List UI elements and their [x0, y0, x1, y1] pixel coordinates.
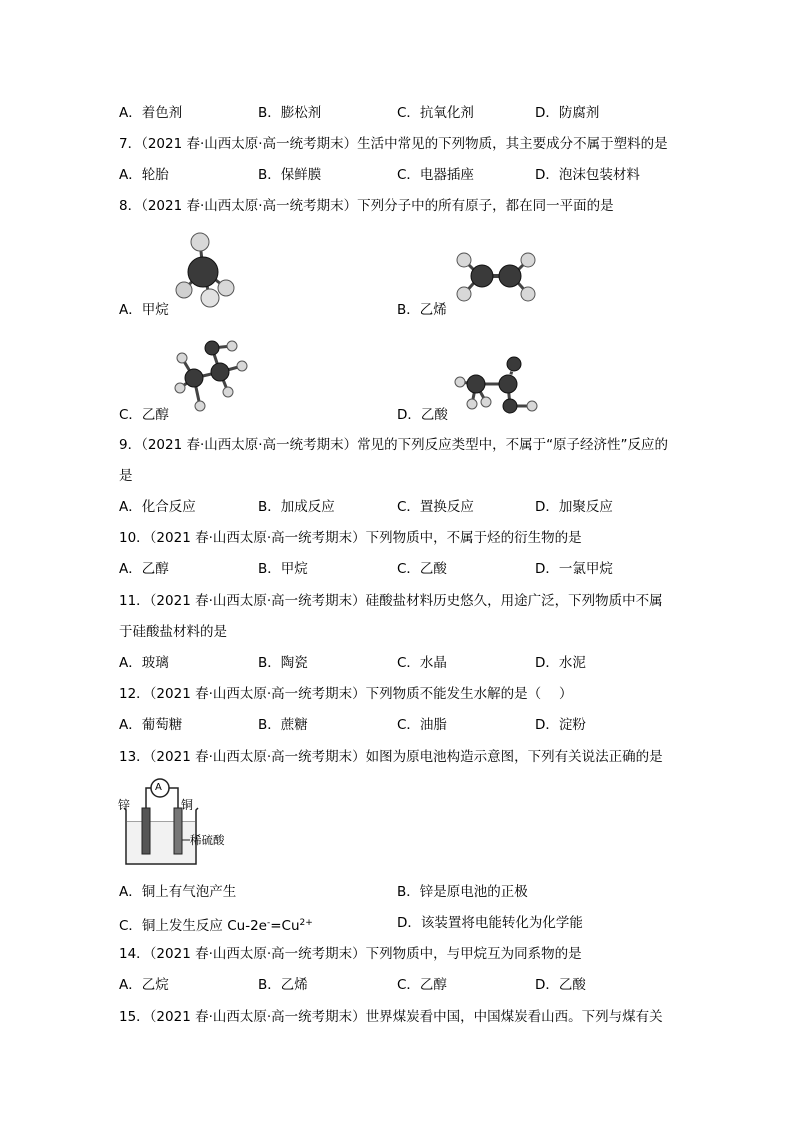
q11-option-d[interactable]: D．水泥	[535, 655, 586, 671]
q12-option-a[interactable]: A．葡萄糖	[119, 717, 183, 733]
q6-option-c[interactable]: C．抗氧化剂	[397, 105, 474, 121]
q14-options	[119, 976, 679, 994]
q12-option-c[interactable]: C．油脂	[397, 717, 447, 733]
q6-option-a[interactable]: A．着色剂	[119, 105, 183, 121]
q9-option-d[interactable]: D．加聚反应	[535, 499, 613, 515]
q6-option-d[interactable]: D．防腐剂	[535, 105, 600, 121]
q8-option-c[interactable]: C．乙醇	[119, 407, 169, 423]
q14-option-d[interactable]: D．乙酸	[535, 977, 586, 993]
q13-option-a[interactable]: A．铜上有气泡产生	[119, 884, 237, 900]
q10-stem: 10．（2021 春·山西太原·高一统考期末）下列物质中，不属于烃的衍生物的是	[119, 530, 582, 546]
q11-stem-line2: 于硅酸盐材料的是	[119, 624, 227, 640]
q6-options	[119, 104, 679, 122]
q7-option-d[interactable]: D．泡沫包装材料	[535, 167, 640, 183]
q13-stem: 13．（2021 春·山西太原·高一统考期末）如图为原电池构造示意图，下列有关说法正确的是	[119, 749, 663, 765]
q7-option-a[interactable]: A．轮胎	[119, 167, 169, 183]
q13-option-c[interactable]	[119, 914, 313, 935]
q12-option-b[interactable]: B．蔗糖	[258, 717, 308, 733]
q9-option-a[interactable]: A．化合反应	[119, 499, 196, 515]
q10-options	[119, 560, 679, 578]
q12-option-d[interactable]: D．淀粉	[535, 717, 586, 733]
ethylene-model-image	[452, 250, 542, 302]
ammeter-label: A	[155, 782, 162, 793]
q8-stem: 8．（2021 春·山西太原·高一统考期末）下列分子中的所有原子，都在同一平面的是	[119, 198, 614, 214]
q11-option-c[interactable]: C．水晶	[397, 655, 447, 671]
acetic-acid-model-image	[452, 354, 544, 416]
q10-option-d[interactable]: D．一氯甲烷	[535, 561, 613, 577]
q9-option-c[interactable]: C．置换反应	[397, 499, 474, 515]
q10-option-c[interactable]: C．乙酸	[397, 561, 447, 577]
ethanol-model-image	[172, 338, 252, 414]
q7-stem: 7．（2021 春·山西太原·高一统考期末）生活中常见的下列物质，其主要成分不属于塑料的是	[119, 136, 668, 152]
galvanic-cell-figure	[118, 778, 238, 870]
q6-option-b[interactable]: B．膨松剂	[258, 105, 322, 121]
q9-stem-line2: 是	[119, 468, 133, 484]
q14-option-a[interactable]: A．乙烷	[119, 977, 169, 993]
figure-solution-label: 稀硫酸	[190, 833, 225, 847]
q8-option-a[interactable]: A．甲烷	[119, 302, 169, 318]
q15-stem: 15．（2021 春·山西太原·高一统考期末）世界煤炭看中国，中国煤炭看山西。下列与煤有关	[119, 1009, 663, 1025]
figure-copper-label: 铜	[181, 798, 194, 812]
q9-options	[119, 498, 679, 516]
q14-stem: 14．（2021 春·山西太原·高一统考期末）下列物质中，与甲烷互为同系物的是	[119, 946, 582, 962]
q11-options	[119, 654, 679, 672]
electron-charge-superscript: -	[266, 918, 271, 928]
q10-option-a[interactable]: A．乙醇	[119, 561, 169, 577]
q8-option-b[interactable]: B．乙烯	[397, 302, 447, 318]
q12-stem: 12．（2021 春·山西太原·高一统考期末）下列物质不能发生水解的是（ ）	[119, 686, 573, 702]
figure-zinc-label: 锌	[118, 798, 131, 812]
q12-options	[119, 716, 679, 734]
q13-option-c-text: C．铜上发生反应 Cu-2e	[119, 918, 267, 934]
q7-option-c[interactable]: C．电器插座	[397, 167, 474, 183]
q14-option-b[interactable]: B．乙烯	[258, 977, 308, 993]
q9-stem-line1: 9．（2021 春·山西太原·高一统考期末）常见的下列反应类型中，不属于“原子经济性”反应的	[119, 437, 669, 453]
ion-charge-superscript: 2+	[299, 918, 313, 928]
q9-option-b[interactable]: B．加成反应	[258, 499, 335, 515]
q11-stem-line1: 11．（2021 春·山西太原·高一统考期末）硅酸盐材料历史悠久，用途广泛，下列物质中不属	[119, 593, 663, 609]
q7-option-b[interactable]: B．保鲜膜	[258, 167, 322, 183]
q7-options	[119, 166, 679, 184]
methane-model-image	[170, 228, 240, 308]
q13-option-b[interactable]: B．锌是原电池的正极	[397, 884, 528, 900]
q14-option-c[interactable]: C．乙醇	[397, 977, 447, 993]
q11-option-b[interactable]: B．陶瓷	[258, 655, 308, 671]
q10-option-b[interactable]: B．甲烷	[258, 561, 308, 577]
q8-option-d[interactable]: D．乙酸	[397, 407, 448, 423]
q11-option-a[interactable]: A．玻璃	[119, 655, 169, 671]
q13-option-c-product: =Cu	[270, 918, 300, 934]
q13-option-d[interactable]: D．该装置将电能转化为化学能	[397, 915, 583, 931]
